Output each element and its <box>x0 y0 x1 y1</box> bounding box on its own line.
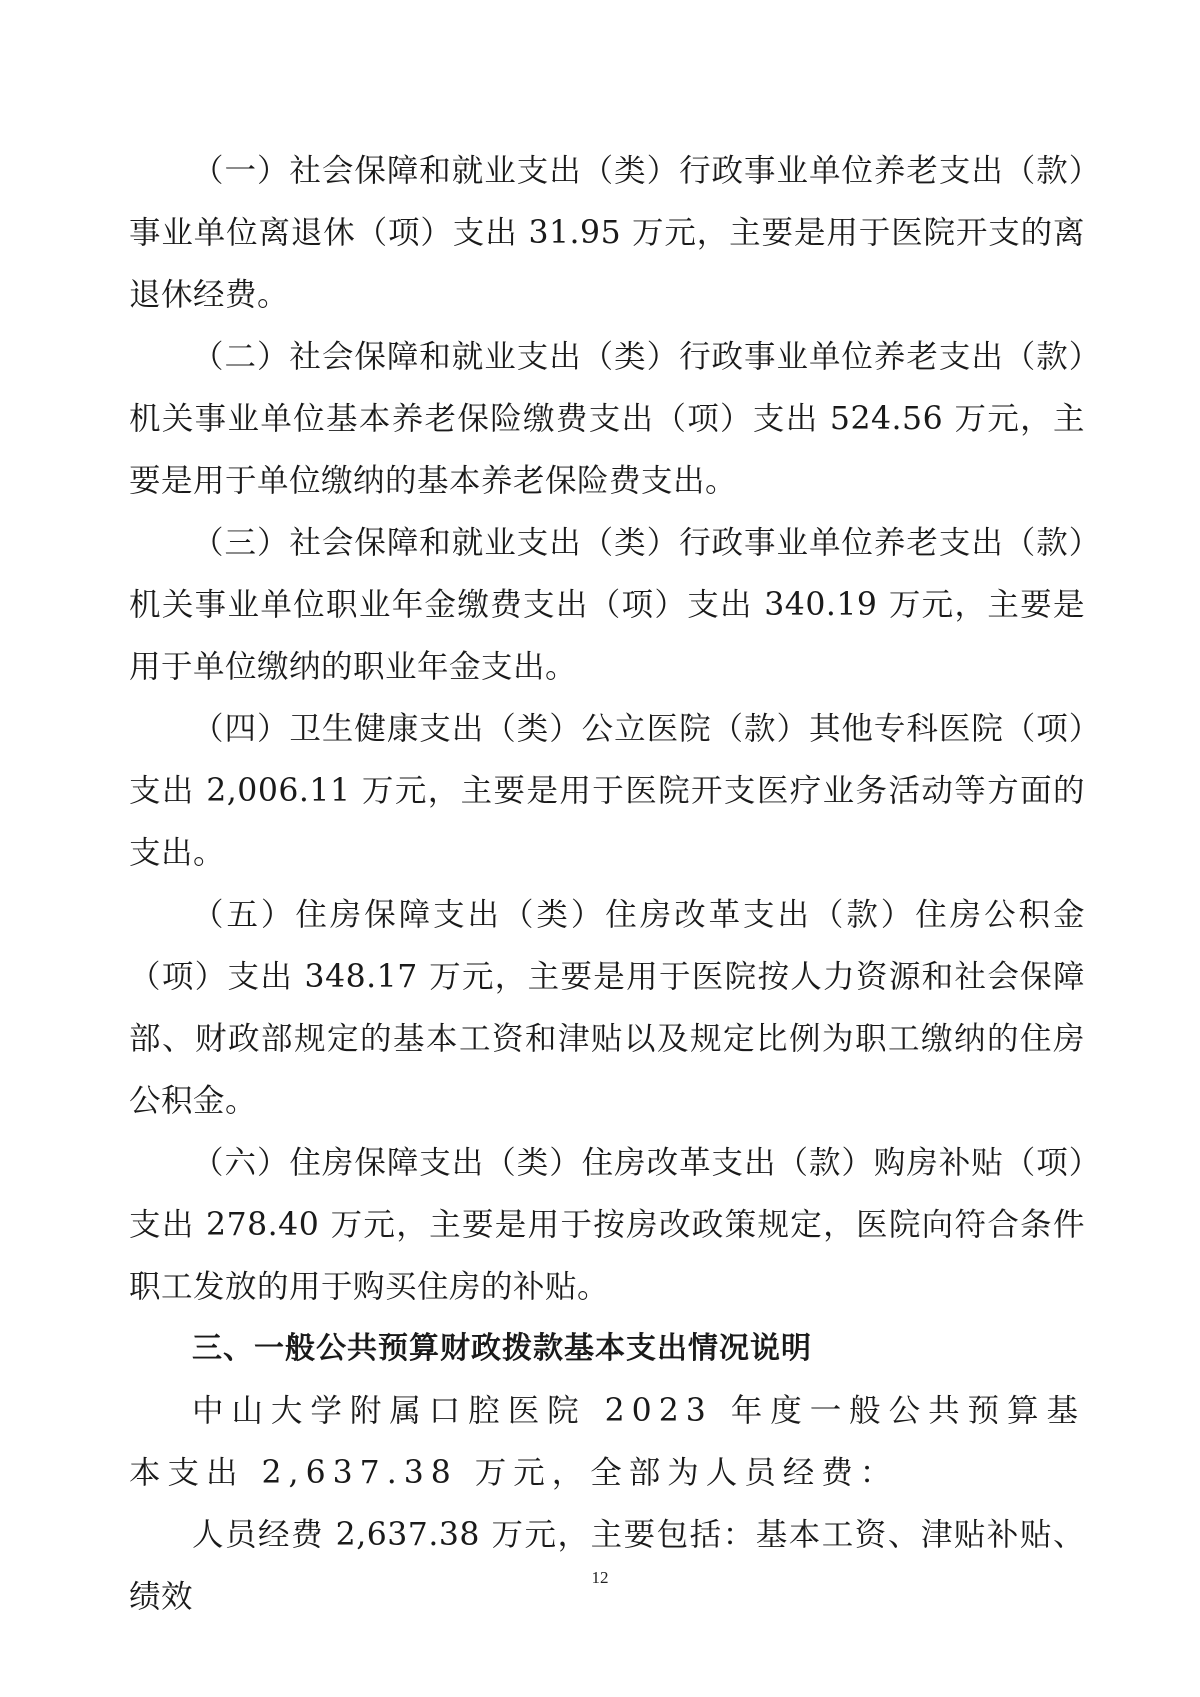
paragraph-item-3: （三）社会保障和就业支出（类）行政事业单位养老支出（款）机关事业单位职业年金缴费支出（项）支出 340.19 万元，主要是用于单位缴纳的职业年金支出。 <box>129 525 1085 685</box>
paragraph-item-1: （一）社会保障和就业支出（类）行政事业单位养老支出（款）事业单位离退休（项）支出 31.95 万元，主要是用于医院开支的离退休经费。 <box>129 153 1085 313</box>
paragraph-item-5: （五）住房保障支出（类）住房改革支出（款）住房公积金（项）支出 348.17 万元，主要是用于医院按人力资源和社会保障部、财政部规定的基本工资和津贴以及规定比例为职工缴纳的住房公积金。 <box>129 897 1085 1119</box>
page-number: 12 <box>591 1568 609 1587</box>
document-body <box>129 140 1085 1628</box>
section-paragraph-2: 人员经费 2,637.38 万元，主要包括：基本工资、津贴补贴、绩效 <box>129 1517 1085 1615</box>
section-paragraph-1: 中山大学附属口腔医院 2023 年度一般公共预算基本支出 2,637.38 万元，全部为人员经费： <box>129 1393 1085 1491</box>
paragraph-item-6: （六）住房保障支出（类）住房改革支出（款）购房补贴（项）支出 278.40 万元，主要是用于按房改政策规定，医院向符合条件职工发放的用于购买住房的补贴。 <box>129 1145 1085 1305</box>
paragraph-item-2: （二）社会保障和就业支出（类）行政事业单位养老支出（款）机关事业单位基本养老保险缴费支出（项）支出 524.56 万元，主要是用于单位缴纳的基本养老保险费支出。 <box>129 339 1085 499</box>
paragraph-item-4: （四）卫生健康支出（类）公立医院（款）其他专科医院（项）支出 2,006.11 万元，主要是用于医院开支医疗业务活动等方面的支出。 <box>129 711 1085 871</box>
section-heading: 三、一般公共预算财政拨款基本支出情况说明 <box>192 1331 812 1366</box>
